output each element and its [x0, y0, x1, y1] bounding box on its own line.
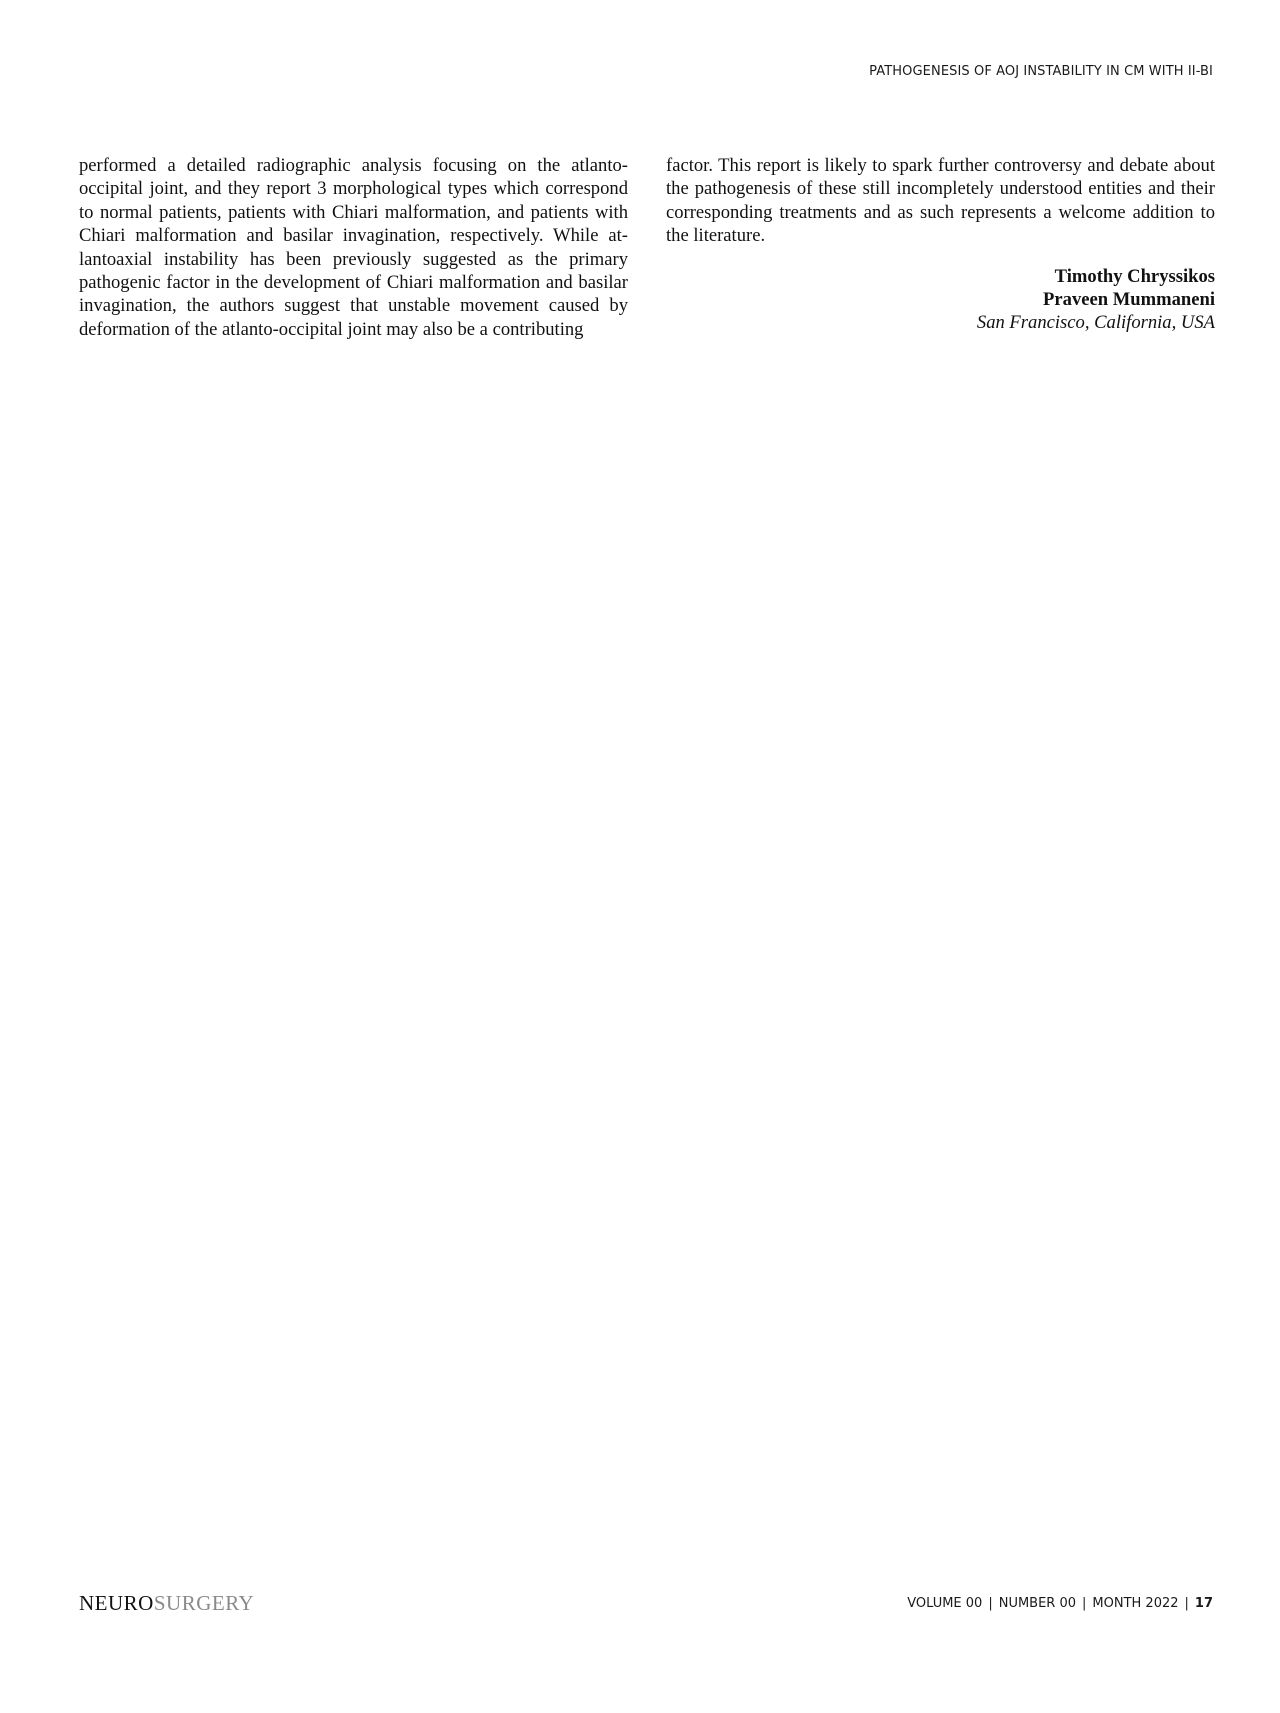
author-name-2: Praveen Mummaneni: [1043, 289, 1215, 311]
journal-brand: [79, 1591, 254, 1616]
left-column: [79, 154, 628, 341]
author-signature: [666, 265, 1215, 335]
page-number: 17: [1194, 1596, 1213, 1611]
journal-brand-part1: NEURO: [79, 1591, 154, 1615]
separator: |: [1184, 1596, 1189, 1611]
issue-info: [907, 1596, 1213, 1611]
date-label: MONTH 2022: [1092, 1596, 1179, 1611]
volume-label: VOLUME 00: [907, 1596, 983, 1611]
separator: |: [1082, 1596, 1087, 1611]
number-label: NUMBER 00: [998, 1596, 1077, 1611]
journal-brand-part2: SURGERY: [153, 1591, 255, 1615]
right-column: [666, 154, 1215, 335]
running-head: PATHOGENESIS OF AOJ INSTABILITY IN CM WITH II-BI: [869, 64, 1213, 79]
body-paragraph-left: performed a detailed radiographic analysis focusing on the atlanto-occipital joint, and they report 3 morphological types which correspond to normal patients, patients with Chiari malformation, and patients with Chiari malformation and basilar invagination, respectively. While at-lantoaxial instability has been previously suggested as the primary pathogenic factor in the development of Chiari malformation and basilar invagination, the authors suggest that unstable movement caused by deformation of the atlanto-occipital joint may also be a contributing: [79, 155, 628, 340]
author-name-1: Timothy Chryssikos: [1054, 265, 1215, 287]
separator: |: [988, 1596, 993, 1611]
body-paragraph-right: factor. This report is likely to spark further controversy and debate about the pathogenesis of these still incompletely understood entities and their corresponding treatments and as such represents a welcome addition to the literature.: [666, 155, 1215, 247]
author-location: San Francisco, California, USA: [976, 312, 1215, 334]
